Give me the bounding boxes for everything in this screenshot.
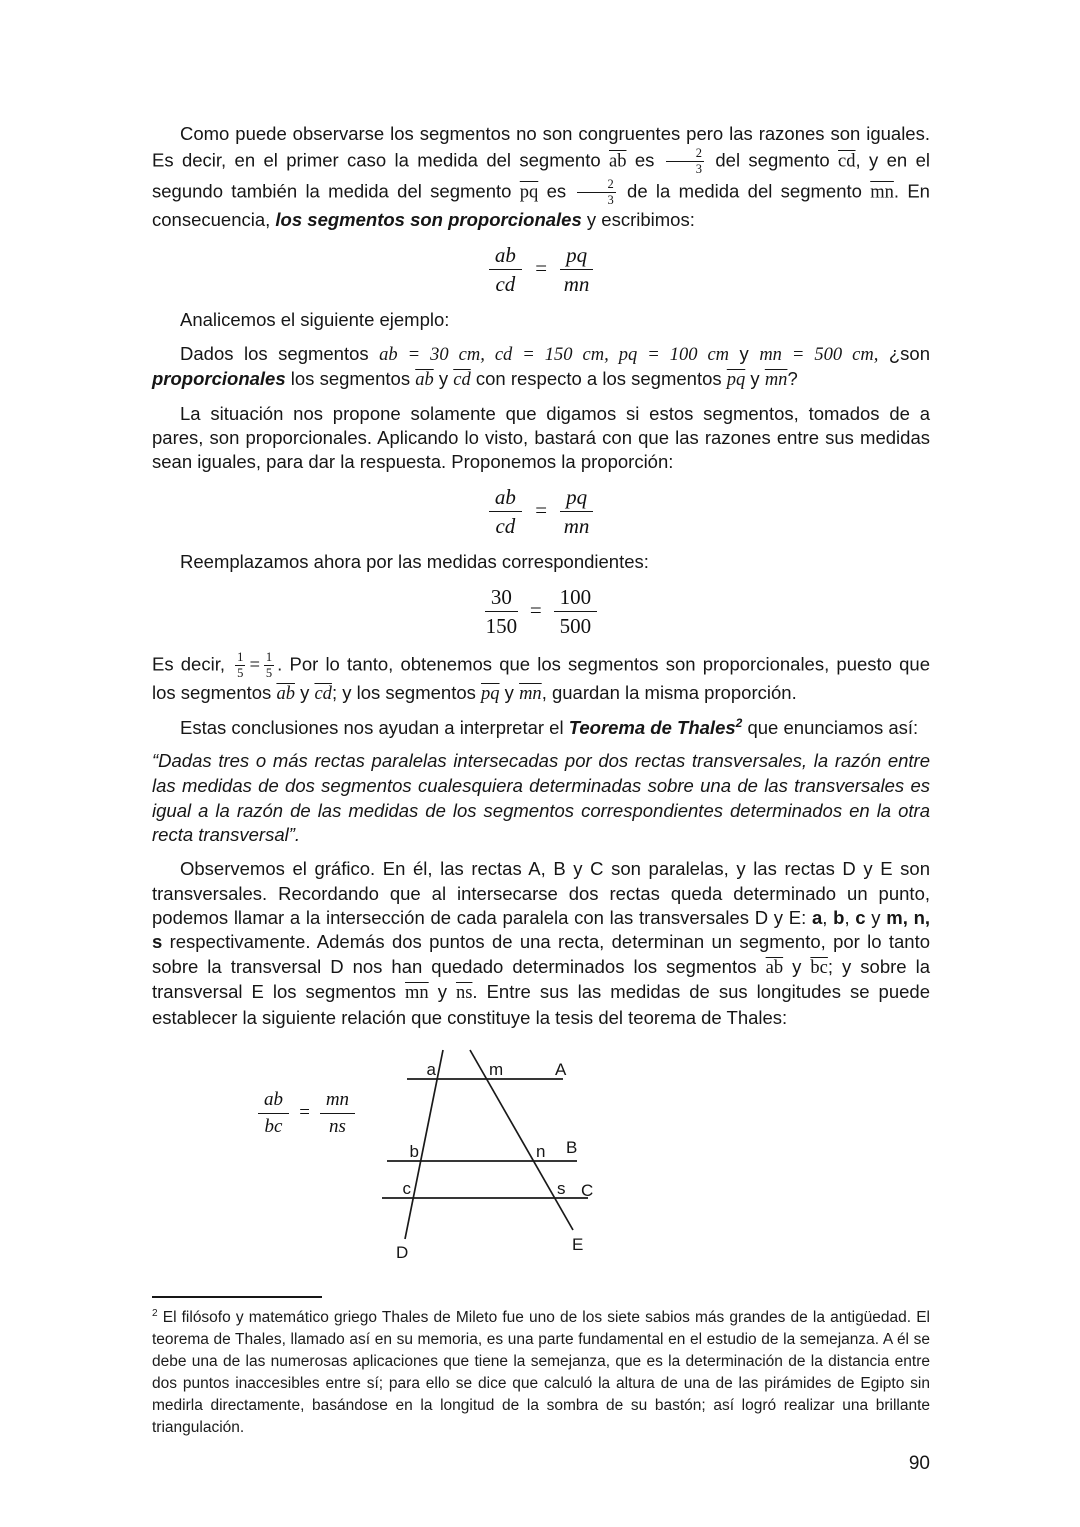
fraction: $\frac{mn}{ns}$ xyxy=(320,1088,355,1139)
text-run: Dados los segmentos xyxy=(180,342,380,364)
text-run: Es decir, xyxy=(152,653,233,675)
point-label-m: m xyxy=(489,1060,504,1080)
text-run: y xyxy=(499,682,520,704)
text-run: ; y los segmentos xyxy=(331,682,482,704)
text-run: Como puede observarse los segmentos no son congruentes pero las razones son iguales. Es decir, en el primer caso la medida del segmento xyxy=(152,123,930,171)
fraction: $\frac{100}{500}$ xyxy=(554,584,598,640)
display-formula-proportion-1 xyxy=(152,242,930,298)
point-label-n: n xyxy=(536,1142,546,1162)
theorem-name-bold: Teorema de Thales xyxy=(568,716,736,738)
segment-ab-overline: $\overline{ab}$ xyxy=(765,957,784,978)
segment-mn-overline: $\overline{mn}$ xyxy=(764,370,788,391)
equals-sign: = xyxy=(298,1101,311,1123)
paragraph-analicemos xyxy=(152,308,930,332)
text-run: . Entre sus las medidas de sus longitudes se puede establecer la siguiente relación que constituye la tesis del teorema de Thales: xyxy=(152,981,930,1028)
inline-fraction-two-thirds: $\frac{2}{3}$ xyxy=(666,146,704,177)
line-label-A: A xyxy=(555,1060,567,1080)
theorem-quote xyxy=(152,749,930,848)
text-run: ; y sobre la transversal E los segmentos xyxy=(152,955,930,1003)
paragraph-reemplazamos xyxy=(152,550,930,574)
text-run: . En consecuencia, xyxy=(152,180,930,231)
fraction: $\frac{ab}{cd}$ xyxy=(489,484,522,540)
thales-diagram-svg xyxy=(240,1042,680,1280)
text-run: con respecto a los segmentos xyxy=(470,368,727,390)
inline-fraction-one-fifth: $\frac{1}{5}$ xyxy=(237,650,244,681)
text-run: Reemplazamos ahora por las medidas correspondientes: xyxy=(180,551,649,573)
inline-fraction-one-fifth: $\frac{1}{5}$ xyxy=(265,650,273,681)
segment-pq-overline: $\overline{pq}$ xyxy=(519,182,539,203)
text-run: de la medida del segmento xyxy=(618,180,871,202)
text-run: y xyxy=(433,368,454,390)
line-label-B: B xyxy=(566,1138,578,1158)
segment-cd-overline: $\overline{cd}$ xyxy=(314,684,332,705)
segment-pq-overline: $\overline{pq}$ xyxy=(481,684,500,705)
text-run: , guardan la misma proporción. xyxy=(541,682,797,704)
text-run: ¿son xyxy=(878,342,931,364)
text-run: y xyxy=(729,342,760,364)
footnote-marker: 2 xyxy=(152,1308,158,1320)
segment-bc-overline: $\overline{bc}$ xyxy=(810,957,828,978)
fraction: $\frac{pq}{mn}$ xyxy=(560,484,593,540)
text-run: que enunciamos así: xyxy=(742,716,919,738)
text-run: y xyxy=(783,955,811,977)
paragraph-observemos xyxy=(152,857,930,1030)
point-label-c: c xyxy=(402,1179,411,1199)
fraction: $\frac{30}{150}$ xyxy=(485,584,518,638)
text-run: es xyxy=(538,180,575,202)
bold-emphasis: proporcionales xyxy=(152,368,286,390)
display-formula-numeric xyxy=(152,584,930,640)
footnote-reference: 2 xyxy=(735,715,743,730)
footnote xyxy=(152,1307,930,1439)
text-run: Analicemos el siguiente ejemplo: xyxy=(180,309,450,331)
segment-cd-overline: $\overline{cd}$ xyxy=(838,151,856,172)
fraction: $\frac{pq}{mn}$ xyxy=(560,242,593,298)
segment-mn-overline: $\overline{mn}$ xyxy=(870,182,894,203)
inline-fraction-two-thirds: $\frac{2}{3}$ xyxy=(577,177,615,208)
text-run: respectivamente. Además dos puntos de una recta, determinan un segmento, por lo tanto sobre la transversal D nos han quedado determinados los segmentos xyxy=(152,931,930,977)
segment-mn-overline: $\overline{mn}$ xyxy=(405,983,429,1004)
equals-sign: = xyxy=(533,497,549,522)
display-formula-proportion-2 xyxy=(152,484,930,540)
quote-text: “Dadas tres o más rectas paralelas intersecadas por dos rectas transversales, la razón entre las medidas de dos segmentos cualesquiera determinadas sobre una de las transversales es igual a la razón de las medidas de los segmentos correspondientes determinados en la otra recta transversal”. xyxy=(152,750,930,846)
math-run: ab = 30 cm, cd = 150 cm, pq = 100 cm xyxy=(379,344,730,365)
text-run: , xyxy=(822,907,834,929)
math-run: mn = 500 cm, xyxy=(759,344,879,365)
text-run: Estas conclusiones nos ayudan a interpretar el xyxy=(180,716,569,738)
equals-sign: = xyxy=(248,655,261,676)
text-run: . Por lo tanto, obtenemos que los segmentos son proporcionales, puesto que los segmentos xyxy=(152,653,930,704)
segment-ab-overline: $\overline{ab}$ xyxy=(609,151,627,172)
bold-emphasis: los segmentos son proporcionales xyxy=(275,209,582,231)
text-run: Observemos el gráfico. En él, las rectas A, B y C son paralelas, y las rectas D y E son transversales. Recordando que al intersecarse dos rectas queda determinado un punto, podemos llamar a la intersección de cada paralela con las transversales D y E: xyxy=(152,858,930,929)
paragraph-conclusiones xyxy=(152,716,930,741)
segment-mn-overline: $\overline{mn}$ xyxy=(519,684,542,705)
text-run: los segmentos xyxy=(285,368,416,390)
point-a-bold: a xyxy=(811,907,823,929)
page-number: 90 xyxy=(908,1453,930,1475)
segment-ab-overline: $\overline{ab}$ xyxy=(415,370,434,391)
points-mns-bold: m, n, s xyxy=(152,907,931,953)
text-run: y xyxy=(294,682,315,704)
footnote-separator xyxy=(152,1296,322,1298)
line-label-E: E xyxy=(572,1235,584,1255)
paragraph-dados xyxy=(152,342,930,393)
point-c-bold: c xyxy=(855,907,866,929)
text-run: , xyxy=(844,907,856,929)
line-label-C: C xyxy=(581,1181,594,1201)
point-label-s: s xyxy=(557,1179,566,1199)
text-run: es xyxy=(626,149,663,171)
paragraph-intro xyxy=(152,122,930,233)
point-label-b: b xyxy=(409,1142,419,1162)
equals-sign: = xyxy=(529,597,542,622)
segment-cd-overline: $\overline{cd}$ xyxy=(453,370,471,391)
paragraph-es-decir xyxy=(152,650,930,706)
segment-ab-overline: $\overline{ab}$ xyxy=(276,684,295,705)
segment-pq-overline: $\overline{pq}$ xyxy=(726,370,746,391)
text-run: y xyxy=(745,368,765,390)
text-run: y escribimos: xyxy=(581,209,695,231)
fraction: $\frac{ab}{bc}$ xyxy=(258,1088,289,1139)
segment-ns-overline: $\overline{ns}$ xyxy=(455,983,473,1004)
text-run: ? xyxy=(787,368,798,390)
line-label-D: D xyxy=(396,1243,409,1263)
equals-sign: = xyxy=(533,255,549,280)
text-run: La situación nos propone solamente que digamos si estos segmentos, tomados de a pares, son proporcionales. Aplicando lo visto, bastará con que las razones entre sus medidas sean iguales, para dar la respuesta. Proponemos la proporción: xyxy=(152,402,930,473)
point-b-bold: b xyxy=(833,907,845,929)
paragraph-situacion xyxy=(152,402,930,475)
footnote-text: El filósofo y matemático griego Thales de Mileto fue uno de los siete sabios más grandes de la antigüedad. El teorema de Thales, llamado así en su memoria, es una parte fundamental en el estudio de la semejanza. A él se debe una de las numerosas aplicaciones que tiene la semejanza, que es la determinación de la distancia entre dos puntos inaccesibles entre sí; para ello se dice que calculó la altura de una de las pirámides de Egipto sin medirla directamente, basándose en la longitud de la sombra de su bastón; así logró realizar una brillante triangulación. xyxy=(152,1309,930,1437)
thales-figure xyxy=(240,1042,680,1280)
fraction: $\frac{ab}{cd}$ xyxy=(489,242,522,298)
text-run: del segmento xyxy=(707,149,839,171)
text-run: , y en el segundo también la medida del segmento xyxy=(152,149,930,202)
text-run: y xyxy=(428,981,456,1003)
point-label-a: a xyxy=(426,1060,436,1080)
text-run: y xyxy=(865,907,887,929)
